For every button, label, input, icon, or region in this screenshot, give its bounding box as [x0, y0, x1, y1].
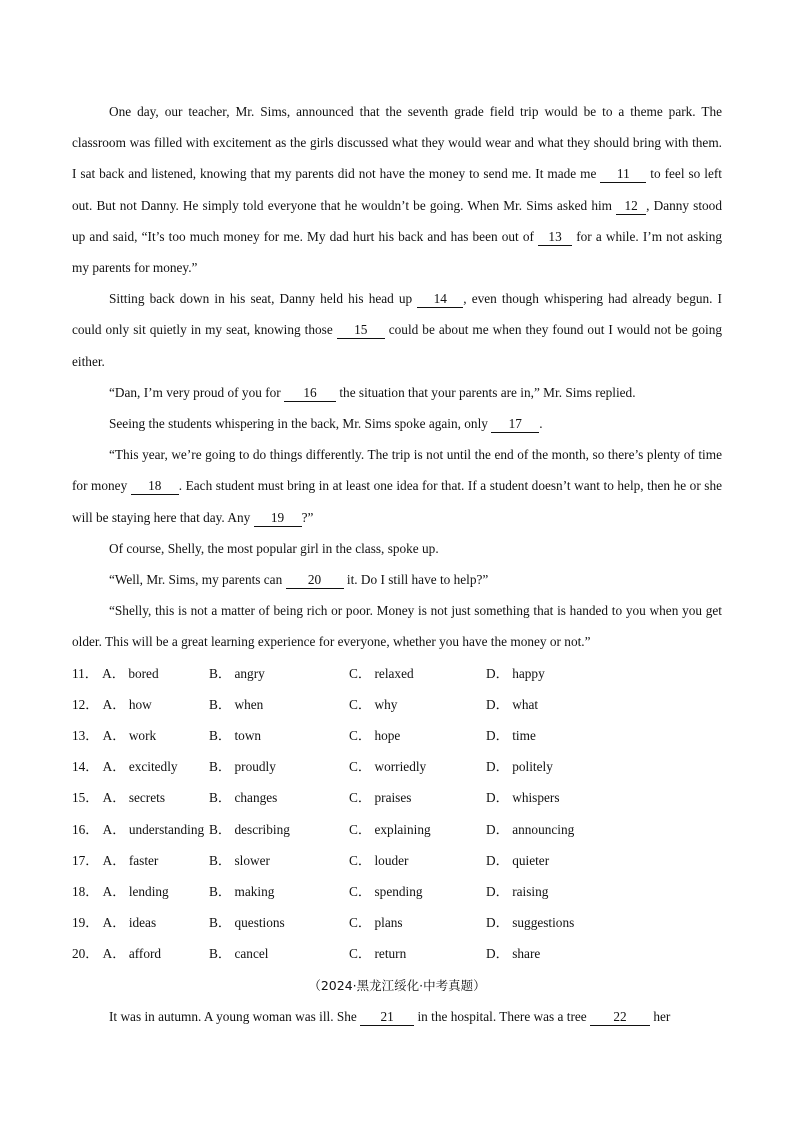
source-label: （2024·黑龙江绥化·中考真题）: [308, 977, 486, 993]
passage-paragraph-3: “Dan, I’m very proud of you for 16 the situation that your parents are in,” Mr. Sims replied.: [109, 384, 636, 400]
option-row: [72, 845, 722, 876]
question-number: 14．: [72, 759, 99, 775]
blank-21: 21: [360, 1009, 414, 1026]
option-b[interactable]: B． when: [209, 696, 264, 712]
blank-19: 19: [254, 510, 302, 527]
passage-paragraph-7: “Well, Mr. Sims, my parents can 20 it. Do I still have to help?”: [109, 572, 489, 588]
option-a[interactable]: [72, 658, 159, 689]
blank-12: 12: [616, 198, 646, 215]
question-number: 15．: [72, 790, 99, 806]
option-d[interactable]: D． suggestions: [486, 915, 575, 931]
option-d[interactable]: D． share: [486, 946, 541, 962]
option-b[interactable]: B． town: [209, 728, 262, 744]
option-a-label: A． understanding: [102, 821, 205, 837]
option-a[interactable]: [72, 689, 152, 720]
question-number: 16．: [72, 821, 99, 837]
option-d[interactable]: D． raising: [486, 883, 549, 899]
option-c[interactable]: C． relaxed: [349, 665, 414, 681]
question-number: 13．: [72, 728, 99, 744]
option-b[interactable]: B． slower: [209, 852, 270, 868]
option-row: [72, 658, 722, 689]
option-row: [72, 689, 722, 720]
option-b[interactable]: B． proudly: [209, 759, 276, 775]
option-b[interactable]: B． questions: [209, 915, 285, 931]
option-row: [72, 782, 722, 813]
option-c[interactable]: C． spending: [349, 883, 423, 899]
question-number: 11．: [72, 665, 99, 681]
passage-paragraph-2: Sitting back down in his seat, Danny held his head up 14 , even though whispering had already begun. I could only sit quietly in my seat, knowing those 15 could be about me when they found out I would not be going either.: [72, 291, 722, 369]
option-b[interactable]: B． angry: [209, 665, 265, 681]
option-a-label: A． ideas: [102, 915, 157, 931]
option-row: [72, 876, 722, 907]
options-list: [72, 658, 722, 970]
option-a-label: A． work: [102, 728, 157, 744]
option-c[interactable]: C． return: [349, 946, 407, 962]
option-c[interactable]: C． explaining: [349, 821, 431, 837]
option-d[interactable]: D． whispers: [486, 790, 560, 806]
blank-13: 13: [538, 229, 572, 246]
option-c[interactable]: C． why: [349, 696, 398, 712]
question-number: 17．: [72, 852, 99, 868]
option-a[interactable]: [72, 782, 165, 813]
option-a[interactable]: [72, 876, 169, 907]
option-a-label: A． bored: [102, 665, 159, 681]
passage-paragraph-5: “This year, we’re going to do things differently. The trip is not until the end of the month, so there’s plenty of time for money 18 . Each student must bring in at least one idea for that. If a student doesn’t want to help, then he or she will be staying here that day. Any 19 ?”: [72, 447, 723, 525]
blank-22: 22: [590, 1009, 650, 1026]
option-b[interactable]: B． making: [209, 883, 275, 899]
option-row: [72, 907, 722, 938]
option-d[interactable]: D． happy: [486, 665, 545, 681]
passage-paragraph-4: Seeing the students whispering in the back, Mr. Sims spoke again, only 17 .: [109, 416, 543, 432]
option-b[interactable]: B． changes: [209, 790, 278, 806]
option-a-label: A． lending: [102, 883, 169, 899]
question-number: 18．: [72, 883, 99, 899]
option-d[interactable]: D． announcing: [486, 821, 575, 837]
option-a-label: A． how: [102, 696, 152, 712]
option-d[interactable]: D． what: [486, 696, 539, 712]
blank-14: 14: [417, 291, 463, 308]
option-d[interactable]: D． politely: [486, 759, 553, 775]
blank-15: 15: [337, 322, 385, 339]
option-c[interactable]: C． hope: [349, 728, 401, 744]
blank-11: 11: [600, 166, 646, 183]
option-c[interactable]: C． plans: [349, 915, 403, 931]
option-a-label: A． faster: [102, 852, 159, 868]
passage-paragraph-8: “Shelly, this is not a matter of being rich or poor. Money is not just something that is handed to you when you get older. This will be a great learning experience for everyone, whether you have the money or not.”: [72, 603, 722, 650]
question-number: 19．: [72, 915, 99, 931]
passage-paragraph-6: Of course, Shelly, the most popular girl in the class, spoke up.: [109, 540, 439, 556]
passage-paragraph-1: One day, our teacher, Mr. Sims, announced that the seventh grade field trip would be to a theme park. The classroom was filled with excitement as the girls discussed what they would wear and what they should bring with them. I sat back and listened, knowing that my parents did not have the money to send me. It made me 11 to feel so left out. But not Danny. He simply told everyone that he wouldn’t be going. When Mr. Sims asked him 12 , Danny stood up and said, “It’s too much money for me. My dad hurt his back and has been out of 13 for a while. I’m not asking my parents for money.”: [72, 104, 723, 276]
option-a[interactable]: [72, 720, 156, 751]
blank-17: 17: [491, 416, 539, 433]
option-a-label: A． secrets: [102, 790, 165, 806]
option-c[interactable]: C． praises: [349, 790, 412, 806]
option-a[interactable]: [72, 751, 178, 782]
option-a[interactable]: [72, 814, 204, 845]
option-d[interactable]: D． time: [486, 728, 536, 744]
option-a[interactable]: [72, 845, 158, 876]
option-row: [72, 938, 722, 969]
option-row: [72, 720, 722, 751]
option-d[interactable]: D． quieter: [486, 852, 550, 868]
option-c[interactable]: C． worriedly: [349, 759, 427, 775]
option-c[interactable]: C． louder: [349, 852, 409, 868]
question-number: 12．: [72, 696, 99, 712]
option-row: [72, 751, 722, 782]
option-a-label: A． afford: [102, 946, 162, 962]
blank-18: 18: [131, 478, 179, 495]
option-a-label: A． excitedly: [102, 759, 178, 775]
option-b[interactable]: B． cancel: [209, 946, 269, 962]
option-b[interactable]: B． describing: [209, 821, 290, 837]
blank-16: 16: [284, 385, 336, 402]
blank-20: 20: [286, 572, 344, 589]
option-row: [72, 814, 722, 845]
exam-page: [72, 96, 722, 1032]
passage2-paragraph-1: It was in autumn. A young woman was ill. She 21 in the hospital. There was a tree 22 her: [109, 1008, 671, 1024]
option-a[interactable]: [72, 907, 156, 938]
question-number: 20．: [72, 946, 99, 962]
option-a[interactable]: [72, 938, 161, 969]
